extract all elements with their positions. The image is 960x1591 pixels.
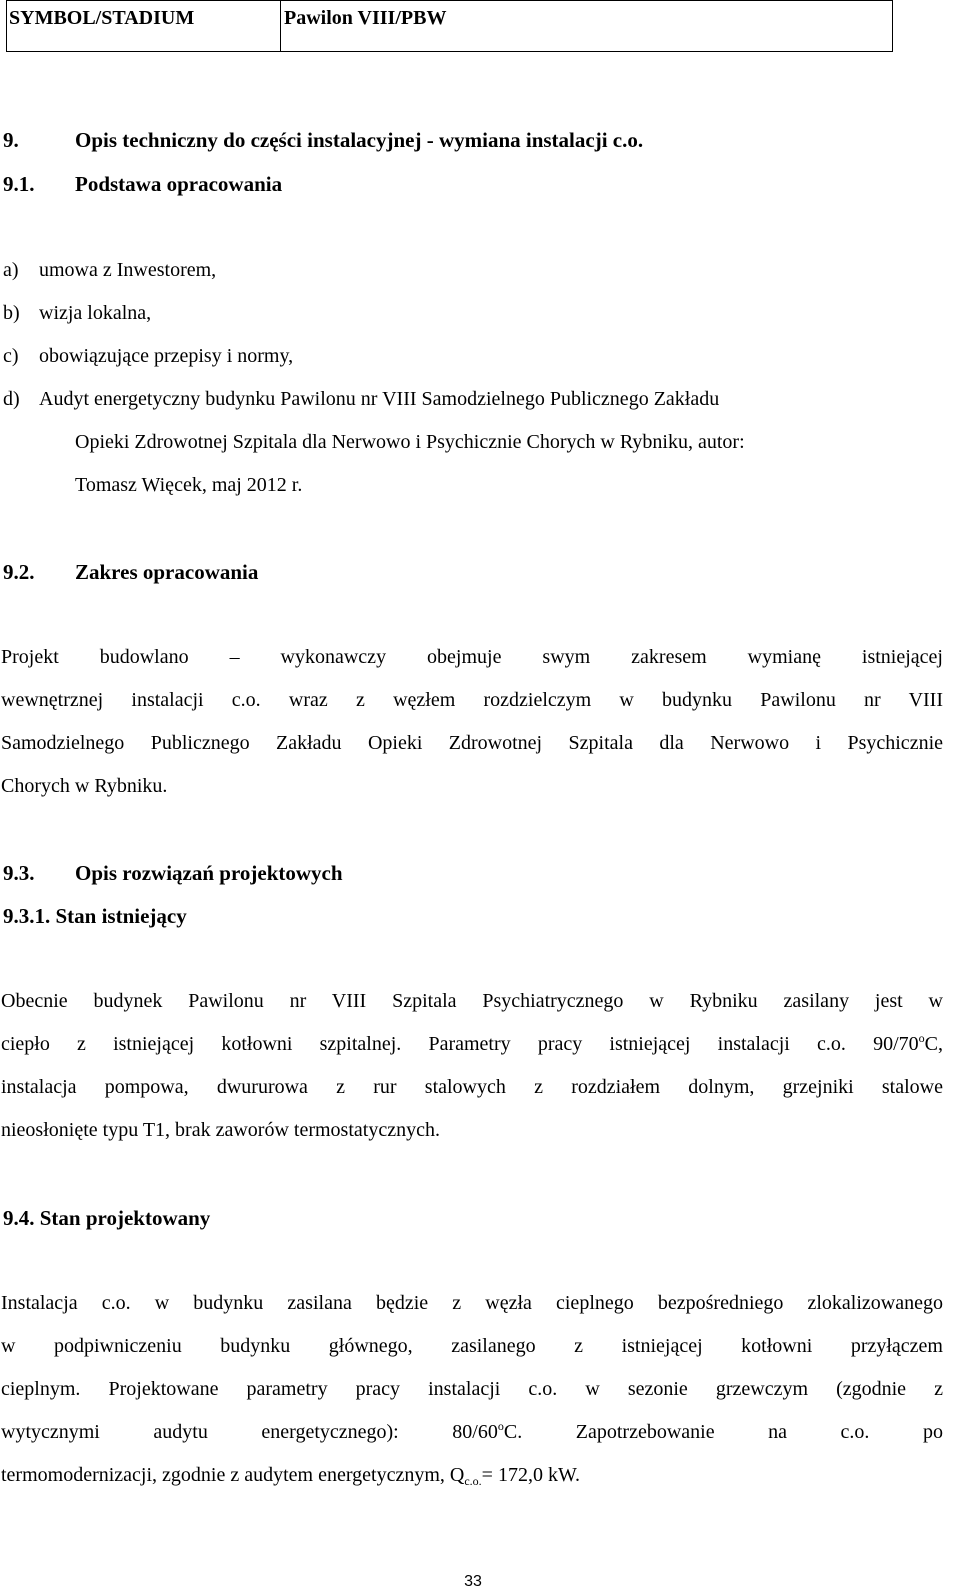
paragraph-line: Samodzielnego Publicznego Zakładu Opieki Zdrowotnej Szpitala dla Nerwowo i Psychicznie [1, 732, 943, 754]
symbol-stadium-label: SYMBOL/STADIUM [7, 1, 281, 51]
section-9-1-heading [3, 172, 282, 197]
paragraph-line: ciepło z istniejącej kotłowni szpitalnej. Parametry pracy istniejącej instalacji c.o. 90/70$^o$C, [1, 1031, 943, 1055]
list-item: c) obowiązujące przepisy i normy, [3, 345, 294, 367]
section-title: Zakres opracowania [75, 560, 259, 584]
section-9-4-heading: 9.4. Stan projektowany [3, 1206, 211, 1230]
paragraph-line: termomodernizacji, zgodnie z audytem energetycznym, $Q_{c.o.}= 172,0$ kW. [1, 1464, 580, 1488]
section-title: Podstawa opracowania [75, 172, 283, 196]
page-number: 33 [464, 1573, 482, 1590]
section-number: 9.3. [3, 861, 35, 885]
section-number: 9.1. [3, 172, 35, 196]
paragraph-line: Obecnie budynek Pawilonu nr VIII Szpitala Psychiatrycznego w Rybniku zasilany jest w [1, 990, 943, 1012]
section-9-3-1-heading: 9.3.1. Stan istniejący [3, 904, 187, 928]
paragraph-line: Projekt budowlano – wykonawczy obejmuje swym zakresem wymianę istniejącej [1, 646, 943, 668]
paragraph-line: nieosłonięte typu T1, brak zaworów termostatycznych. [1, 1119, 440, 1141]
paragraph-line: wytycznymi audytu energetycznego): 80/60$^o$C. Zapotrzebowanie na c.o. po [1, 1419, 943, 1443]
list-item: a) umowa z Inwestorem, [3, 259, 217, 281]
paragraph-line: Chorych w Rybniku. [1, 775, 168, 797]
list-item: b) wizja lokalna, [3, 302, 152, 324]
section-title: Opis rozwiązań projektowych [75, 861, 343, 885]
section-9-3-heading [3, 861, 343, 886]
section-title: Opis techniczny do części instalacyjnej - wymiana instalacji c.o. [75, 128, 644, 152]
paragraph-line: wewnętrznej instalacji c.o. wraz z węzłem rozdzielczym w budynku Pawilonu nr VIII [1, 689, 943, 711]
header-table [6, 0, 893, 52]
list-item-continuation: Tomasz Więcek, maj 2012 r. [75, 474, 303, 496]
section-number: 9. [3, 128, 19, 152]
paragraph-line: cieplnym. Projektowane parametry pracy instalacji c.o. w sezonie grzewczym (zgodnie z [1, 1378, 943, 1400]
section-9-2-heading [3, 560, 258, 585]
paragraph-line: Instalacja c.o. w budynku zasilana będzie z węzła cieplnego bezpośredniego zlokalizowanego [1, 1292, 943, 1314]
paragraph-line: instalacja pompowa, dwururowa z rur stalowych z rozdziałem dolnym, grzejniki stalowe [1, 1076, 943, 1098]
list-item-continuation: Opieki Zdrowotnej Szpitala dla Nerwowo i Psychicznie Chorych w Rybniku, autor: [75, 431, 745, 453]
paragraph-line: w podpiwniczeniu budynku głównego, zasilanego z istniejącej kotłowni przyłączem [1, 1335, 943, 1357]
stage-value: Pawilon VIII/PBW [284, 7, 447, 29]
section-9-heading [3, 128, 643, 153]
list-item: d) Audyt energetyczny budynku Pawilonu nr VIII Samodzielnego Publicznego Zakładu [3, 388, 720, 410]
section-number: 9.2. [3, 560, 35, 584]
